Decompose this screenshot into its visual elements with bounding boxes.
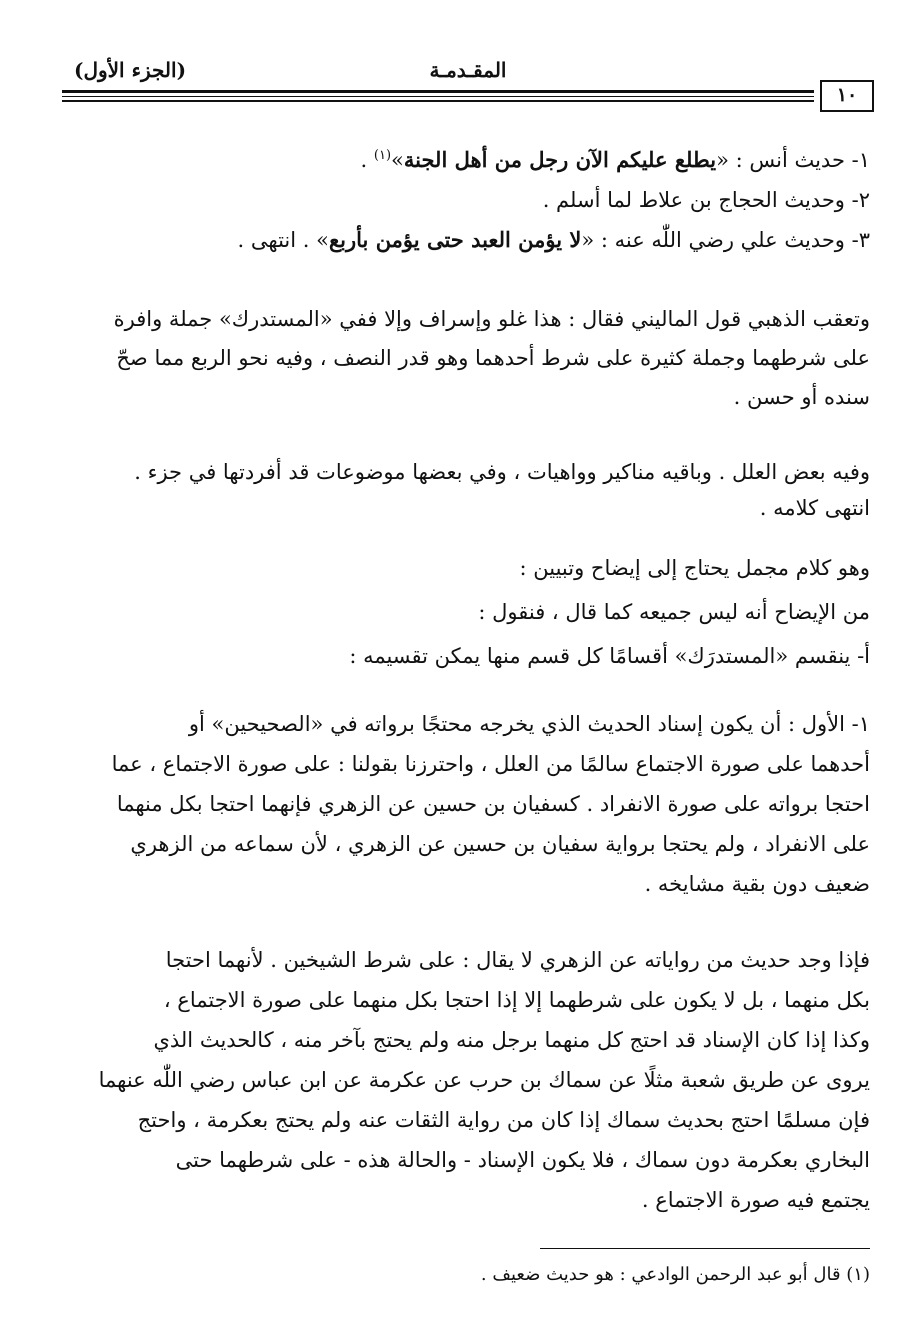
paragraph-zuhri <box>74 940 870 1220</box>
text-line: سنده أو حسن . <box>733 385 870 409</box>
list-item-2: ٢- وحديث الحجاج بن علاط لما أسلم . <box>542 188 870 212</box>
text-line: على الانفراد ، ولم يحتجا برواية سفيان بن حسين عن الزهري ، لأن سماعه من الزهري <box>130 832 870 856</box>
text-line: من الإيضاح أنه ليس جميعه كما قال ، فنقول : <box>478 600 870 624</box>
text-line: احتجا برواته على صورة الانفراد . كسفيان بن حسين عن الزهري فإنهما احتجا بكل منهما <box>116 792 870 816</box>
text-line: وكذا إذا كان الإسناد قد احتج كل منهما برجل منه ولم يحتج بآخر منه ، كالحديث الذي <box>153 1028 870 1052</box>
text-line: وفيه بعض العلل . وباقيه مناكير وواهيات ، وفي بعضها موضوعات قد أفردتها في جزء . <box>134 460 870 484</box>
header-rule-thick <box>62 90 814 93</box>
section-title: المقـدمـة <box>429 58 507 82</box>
text-line: بكل منهما ، بل لا يكون على شرطهما إلا إذا احتجا بكل منهما على صورة الاجتماع ، <box>163 988 870 1012</box>
hadith-quote: يطلع عليكم الآن رجل من أهل الجنة <box>403 147 717 172</box>
text-line: ١- الأول : أن يكون إسناد الحديث الذي يخرجه محتجًا برواته في «الصحيحين» أو <box>188 712 870 736</box>
paragraph-dhahabi <box>74 300 870 417</box>
hadith-list <box>74 136 870 260</box>
text-line: يروى عن طريق شعبة مثلًا عن سماك بن حرب عن عكرمة عن ابن عباس رضي اللّٰه عنهما <box>98 1068 870 1092</box>
header-rule-bottom <box>62 100 814 102</box>
part-label: (الجزء الأول) <box>74 58 187 82</box>
list-item-1: ١- حديث أنس : «يطلع عليكم الآن رجل من أهل الجنة»$^{(١)}$ . <box>360 147 870 172</box>
footnote: (١) قال أبو عبد الرحمن الوادعي : هو حديث ضعيف . <box>480 1264 870 1285</box>
running-header <box>62 44 874 114</box>
text-line: يجتمع فيه صورة الاجتماع . <box>641 1188 870 1212</box>
text-line: على شرطهما وجملة كثيرة على شرط أحدهما وهو قدر النصف ، وفيه نحو الربع مما صحّ <box>116 346 870 370</box>
footnote-marker: (١) <box>373 148 392 163</box>
header-rule-thin <box>62 96 814 97</box>
list-item-3: ٣- وحديث علي رضي اللّٰه عنه : «لا يؤمن العبد حتى يؤمن بأربع» . انتهى . <box>237 227 870 252</box>
paragraph-first-category <box>74 704 870 904</box>
page-number: ١٠ <box>820 80 874 112</box>
text-line: وهو كلام مجمل يحتاج إلى إيضاح وتبيين : <box>519 556 870 580</box>
text-line: أحدهما على صورة الاجتماع سالمًا من العلل ، واحترزنا بقولنا : على صورة الاجتماع ، عما <box>111 752 870 776</box>
text-line: وتعقب الذهبي قول الماليني فقال : هذا غلو وإسراف وإلا ففي «المستدرك» جملة وافرة <box>113 307 870 331</box>
paragraph-explanation <box>74 546 870 678</box>
text-line: أ- ينقسم «المستدرَك» أقسامًا كل قسم منها يمكن تقسيمه : <box>349 644 870 668</box>
footnote-separator <box>540 1248 870 1249</box>
paragraph-ilal <box>74 454 870 526</box>
hadith-quote: لا يؤمن العبد حتى يؤمن بأربع <box>328 227 582 252</box>
text-line: فإذا وجد حديث من رواياته عن الزهري لا يقال : على شرط الشيخين . لأنهما احتجا <box>165 948 870 972</box>
text-line: ضعيف دون بقية مشايخه . <box>644 872 870 896</box>
text-line: البخاري بعكرمة دون سماك ، فلا يكون الإسناد - والحالة هذه - على شرطهما حتى <box>175 1148 870 1172</box>
text-line: انتهى كلامه . <box>759 496 870 520</box>
text-line: فإن مسلمًا احتج بحديث سماك إذا كان من رواية الثقات عنه ولم يحتج بعكرمة ، واحتج <box>137 1108 870 1132</box>
